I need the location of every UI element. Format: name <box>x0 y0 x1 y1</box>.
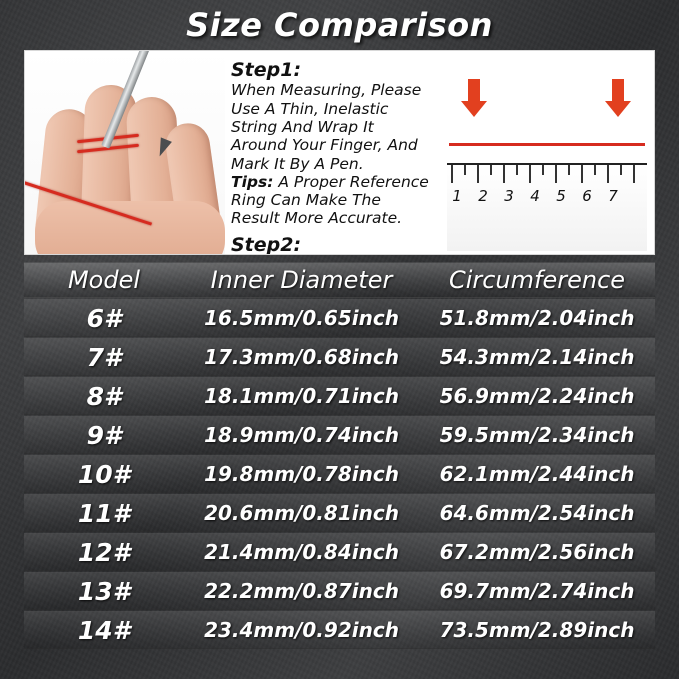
step2-label: Step2: <box>231 233 302 255</box>
down-arrow-icon <box>461 79 487 117</box>
ruler-number: 2 <box>478 187 488 205</box>
hand-illustration <box>25 51 225 254</box>
cell-circumference: 67.2mm/2.56inch <box>439 540 635 564</box>
cell-diameter: 18.1mm/0.71inch <box>204 384 399 408</box>
cell-diameter: 22.2mm/0.87inch <box>204 579 399 603</box>
column-header-model: Model <box>67 266 141 294</box>
palm-shape <box>35 201 225 254</box>
cell-circumference: 59.5mm/2.34inch <box>439 423 635 447</box>
ruler-number: 3 <box>504 187 514 205</box>
measured-string-line <box>449 143 645 146</box>
ruler-number: 4 <box>530 187 540 205</box>
ruler-scale <box>447 163 647 251</box>
step1-label: Step1: <box>231 59 302 81</box>
tips-label: Tips: <box>231 172 274 191</box>
cell-model: 13# <box>77 576 131 606</box>
cell-model: 8# <box>86 381 122 411</box>
cell-circumference: 62.1mm/2.44inch <box>439 462 635 486</box>
cell-diameter: 18.9mm/0.74inch <box>204 423 399 447</box>
cell-diameter: 23.4mm/0.92inch <box>204 618 399 642</box>
cell-model: 11# <box>77 498 131 528</box>
table-row <box>24 572 655 610</box>
table-row <box>24 299 655 337</box>
ruler-number: 5 <box>556 187 566 205</box>
cell-model: 10# <box>77 459 131 489</box>
cell-model: 7# <box>86 342 122 372</box>
ruler-number: 6 <box>582 187 592 205</box>
cell-model: 6# <box>86 303 122 333</box>
table-row <box>24 338 655 376</box>
cell-model: 14# <box>77 615 131 645</box>
size-table <box>24 262 655 650</box>
cell-diameter: 17.3mm/0.68inch <box>204 345 399 369</box>
table-header-row <box>24 262 655 298</box>
cell-circumference: 73.5mm/2.89inch <box>439 618 635 642</box>
column-header-inner-diameter: Inner Diameter <box>210 266 393 294</box>
ruler-illustration <box>439 51 654 254</box>
ruler-number: 1 <box>452 187 462 205</box>
table-row <box>24 377 655 415</box>
cell-circumference: 51.8mm/2.04inch <box>439 306 635 330</box>
cell-model: 12# <box>77 537 131 567</box>
instruction-text <box>225 51 439 254</box>
cell-circumference: 54.3mm/2.14inch <box>439 345 635 369</box>
table-row <box>24 416 655 454</box>
cell-diameter: 16.5mm/0.65inch <box>204 306 399 330</box>
table-row <box>24 455 655 493</box>
cell-diameter: 21.4mm/0.84inch <box>204 540 399 564</box>
page-title: Size Comparison <box>186 6 493 44</box>
table-row <box>24 611 655 649</box>
column-header-circumference: Circumference <box>448 266 626 294</box>
ruler-number: 7 <box>608 187 618 205</box>
table-row <box>24 533 655 571</box>
step1-text: When Measuring, Please Use A Thin, Inelastic String And Wrap It Around Your Finger, And Mark It By A Pen. <box>231 81 422 173</box>
cell-circumference: 56.9mm/2.24inch <box>439 384 635 408</box>
cell-diameter: 19.8mm/0.78inch <box>204 462 399 486</box>
table-row <box>24 494 655 532</box>
down-arrow-icon <box>605 79 631 117</box>
cell-circumference: 69.7mm/2.74inch <box>439 579 635 603</box>
cell-diameter: 20.6mm/0.81inch <box>204 501 399 525</box>
cell-circumference: 64.6mm/2.54inch <box>439 501 635 525</box>
cell-model: 9# <box>86 420 122 450</box>
instruction-panel <box>24 50 655 255</box>
tips-text: A Proper Reference Ring Can Make The Result More Accurate. <box>231 172 429 228</box>
